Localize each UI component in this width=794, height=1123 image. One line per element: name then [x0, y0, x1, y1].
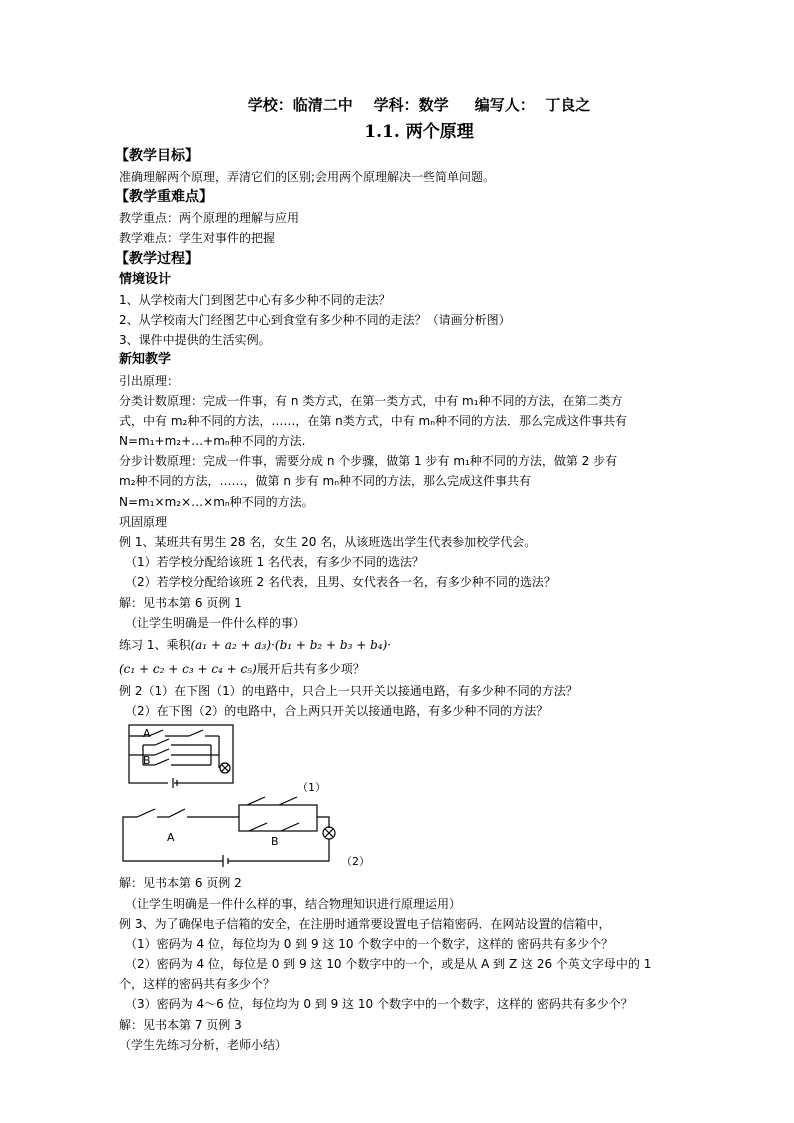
switch-b1: [155, 739, 169, 745]
situation-item: 2、从学校南大门经图艺中心到食堂有多少种不同的走法？（请画分析图）: [119, 312, 511, 327]
example1-line: （让学生明确是一件什么样的事）: [125, 615, 306, 630]
switch-b-label: B: [143, 754, 151, 768]
switch-b2: [155, 749, 169, 755]
exercise1-expression: (a₁ + a₂ + a₃)·(b₁ + b₂ + b₃ + b₄)·: [190, 637, 392, 652]
switch-b-block: [239, 805, 317, 831]
example3-line: （3）密码为 4～6 位，每位均为 0 到 9 这 10 个数字中的一个数字，这样的 密码共有多少个？: [125, 997, 633, 1012]
goal-text: 准确理解两个原理，弄清它们的区别;会用两个原理解决一些简单问题。: [119, 170, 496, 184]
figure1-label: （1）: [297, 781, 326, 795]
situation-heading: 情境设计: [119, 271, 172, 287]
situation-item: 3、课件中提供的生活实例。: [119, 333, 271, 348]
add-principle-line: 分类计数原理：完成一件事，有 n 类方式，在第一类方式，中有 m₁种不同的方法，在第二类方: [119, 393, 623, 408]
consolidate-heading: 巩固原理: [119, 514, 168, 529]
switch-a1: [149, 730, 163, 736]
switch-a-fig2: [137, 809, 155, 817]
exercise1-prefix: 练习 1、乘积: [119, 637, 191, 652]
example2-answer: 解：见书本第 6 页例 2: [119, 876, 242, 891]
example2-line: 例 2（1）在下图（1）的电路中，只合上一只开关以接通电路，有多少种不同的方法？: [119, 683, 578, 698]
document-header: 学校：临清二中 学科：数学 编写人： 丁良之: [247, 96, 591, 114]
example1-line: （2）若学校分配给该班 2 名代表，且男、女代表各一名，有多少种不同的选法？: [125, 575, 556, 590]
example2-answer: （让学生明确是一件什么样的事，结合物理知识进行原理运用）: [125, 896, 462, 911]
switch-a2: [189, 730, 203, 736]
mult-principle-line: 分步计数原理：完成一件事，需要分成 n 个步骤，做第 1 步有 m₁种不同的方法，做第 2 步有: [119, 454, 618, 469]
example3-line: （2）密码为 4 位，每位是 0 到 9 这 10 个数字中的一个，或是从 A 到 Z 这 26 个英文字母中的 1: [125, 957, 652, 972]
switch-a-fig2: [169, 809, 185, 817]
exercise1-line: [119, 633, 679, 657]
document-page: [115, 92, 679, 1055]
exercise1-line: [119, 657, 679, 681]
example1-line: 例 1、某班共有男生 28 名，女生 20 名，从该班选出学生代表参加校学代会。: [119, 535, 537, 549]
example3-line: 例 3、为了确保电子信箱的安全，在注册时通常要设置电子信箱密码．在网站设置的信箱中，: [119, 916, 611, 931]
key-point: 教学重点：两个原理的理解与应用: [119, 211, 300, 226]
add-principle-line: N=m₁+m₂+…+mₙ种不同的方法.: [119, 434, 306, 449]
example3-line: 解：见书本第 7 页例 3: [119, 1017, 242, 1032]
example1-line: （1）若学校分配给该班 1 名代表，有多少不同的选法？: [125, 555, 424, 570]
key-heading: 【教学重难点】: [115, 189, 213, 206]
process-heading: 【教学过程】: [115, 250, 199, 267]
figure2-label: （2）: [341, 855, 370, 869]
example3-line: （1）密码为 4 位，每位均为 0 到 9 这 10 个数字中的一个数字，这样的 密码共有多少个？: [125, 936, 614, 951]
circuit-diagrams: [119, 721, 679, 873]
add-principle-line: 式，中有 m₂种不同的方法，……，在第 n类方式，中有 mₙ种不同的方法．那么完成这件事共有: [119, 413, 628, 428]
new-knowledge-heading: 新知教学: [119, 352, 172, 368]
mult-principle-line: m₂种不同的方法，……，做第 n 步有 mₙ种不同的方法，那么完成这件事共有: [119, 474, 532, 489]
exercise1-expression: (c₁ + c₂ + c₃ + c₄ + c₅): [119, 661, 257, 676]
mult-principle-line: N=m₁×m₂×…×mₙ种不同的方法。: [119, 494, 314, 509]
example3-line: （学生先练习分析，老师小结）: [119, 1037, 288, 1052]
example2-line: （2）在下图（2）的电路中，合上两只开关以接通电路，有多少种不同的方法？: [125, 704, 549, 719]
switch-a-label: A: [167, 831, 175, 845]
circuit-svg: [119, 721, 679, 873]
situation-item: 1、从学校南大门到图艺中心有多少种不同的走法？: [119, 292, 391, 307]
exercise1-suffix: 展开后共有多少项？: [256, 661, 365, 676]
goal-heading: 【教学目标】: [115, 148, 199, 164]
example3-line: 个，这样的密码共有多少个？: [119, 977, 276, 992]
switch-b3: [155, 759, 169, 765]
example1-line: 解：见书本第 6 页例 1: [119, 595, 242, 610]
switch-b-label: B: [271, 835, 279, 849]
difficult-point: 教学难点：学生对事件的把握: [119, 231, 276, 246]
switch-a-label: A: [143, 727, 151, 741]
intro-line: 引出原理：: [119, 373, 180, 388]
lesson-title: 1.1. 两个原理: [364, 122, 474, 142]
